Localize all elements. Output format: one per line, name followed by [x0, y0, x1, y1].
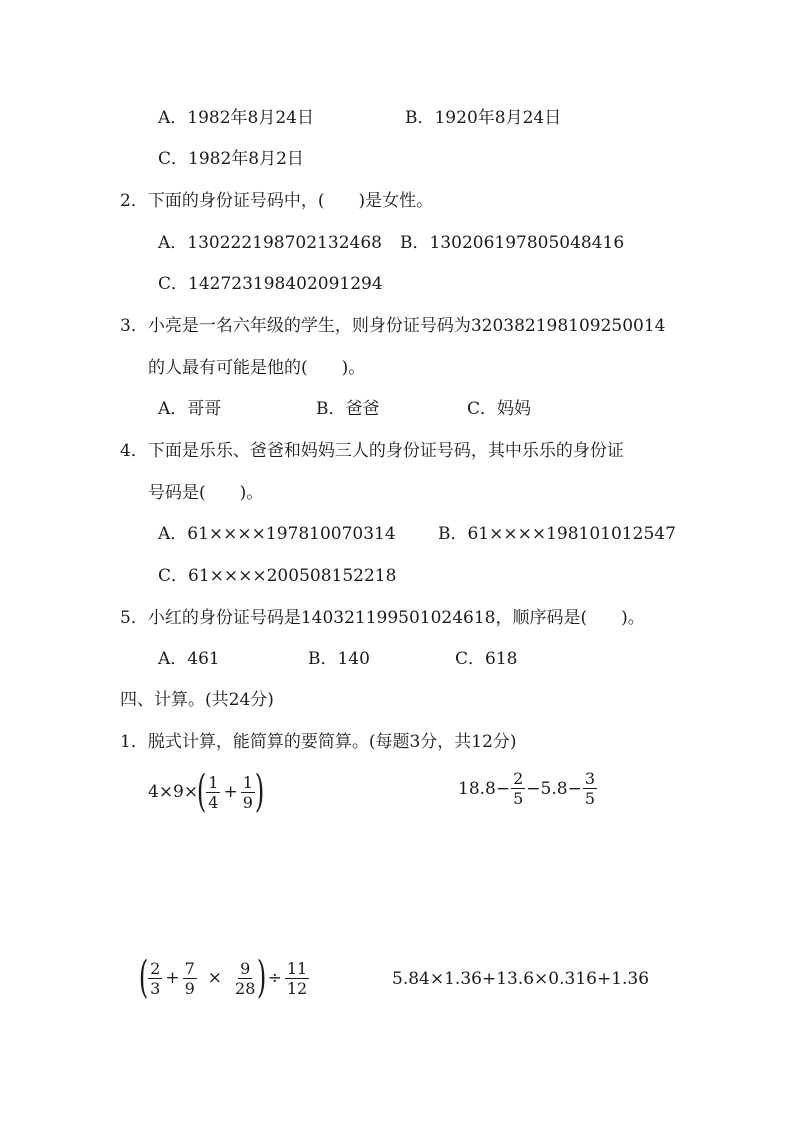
q5-stem: 5．小红的身份证号码是140321199501024618，顺序码是( )。 [120, 608, 645, 628]
q2-stem: 2．下面的身份证号码中，( )是女性。 [120, 191, 434, 211]
denominator: 4 [208, 792, 219, 812]
expression-2 [458, 770, 598, 807]
q2-option-c: C．142723198402091294 [158, 274, 383, 294]
q5-option-a: A．461 [158, 649, 220, 669]
q3-option-c: C．妈妈 [467, 399, 532, 419]
q3-option-a: A．哥哥 [158, 399, 222, 419]
fraction [233, 960, 257, 997]
q4-stem-line1: 4．下面是乐乐、爸爸和妈妈三人的身份证号码，其中乐乐的身份证 [120, 441, 624, 461]
expression-1 [148, 766, 265, 817]
q2-option-a: A．130222198702132468 [158, 233, 382, 253]
expr1-prefix: 4×9× [148, 782, 199, 802]
right-paren: ) [257, 952, 267, 1003]
section4-title: 四、计算。(共24分) [120, 690, 274, 710]
numerator: 1 [208, 772, 219, 792]
q1-option-b: B．1920年8月24日 [405, 108, 562, 128]
numerator: 2 [513, 769, 524, 788]
right-paren: ) [254, 766, 265, 817]
expression-4: 5.84×1.36+13.6×0.316+1.36 [392, 969, 650, 989]
denominator: 12 [286, 978, 308, 998]
left-paren: ( [138, 952, 149, 1003]
fraction [285, 960, 309, 997]
denominator: 9 [184, 978, 195, 998]
plus-sign: + [165, 968, 180, 988]
plus-sign: + [223, 782, 238, 802]
q5-option-b: B．140 [308, 649, 370, 669]
q1-option-a: A．1982年8月24日 [158, 108, 314, 128]
fraction [183, 960, 197, 997]
fraction [583, 770, 597, 807]
q5-option-c: C．618 [455, 649, 518, 669]
numerator: 1 [242, 772, 253, 792]
denominator: 9 [242, 792, 253, 812]
numerator: 9 [240, 958, 251, 978]
numerator: 3 [584, 769, 596, 788]
fraction [206, 774, 220, 811]
times-sign: × [207, 968, 223, 988]
q4-stem-line2: 号码是( )。 [148, 483, 264, 503]
denominator: 5 [513, 789, 524, 808]
expr2-prefix: 18.8− [458, 778, 511, 799]
q3-stem-line2: 的人最有可能是他的( )。 [148, 358, 366, 378]
numerator: 11 [286, 958, 308, 978]
numerator: 2 [150, 958, 161, 978]
left-paren: ( [196, 766, 207, 817]
q1-option-c: C．1982年8月2日 [158, 149, 304, 169]
q3-option-b: B．爸爸 [316, 399, 380, 419]
q4-option-a: A．61××××197810070314 [158, 524, 396, 544]
fraction [148, 960, 162, 997]
fraction [511, 770, 525, 807]
numerator: 7 [184, 958, 195, 978]
q2-option-b: B．130206197805048416 [400, 233, 625, 253]
divide-sign: ÷ [267, 968, 282, 988]
q3-stem-line1: 3．小亮是一名六年级的学生，则身份证号码为320382198109250014 [120, 316, 666, 336]
fraction [241, 774, 255, 811]
expression-3 [138, 952, 310, 1003]
denominator: 28 [235, 978, 256, 998]
expr2-middle: −5.8− [526, 778, 582, 799]
denominator: 3 [150, 978, 161, 998]
denominator: 5 [584, 789, 596, 808]
q4-option-c: C．61××××200508152218 [158, 566, 397, 586]
q4-option-b: B．61××××198101012547 [438, 524, 676, 544]
section4-sub1: 1．脱式计算，能简算的要简算。(每题3分，共12分) [120, 732, 517, 752]
